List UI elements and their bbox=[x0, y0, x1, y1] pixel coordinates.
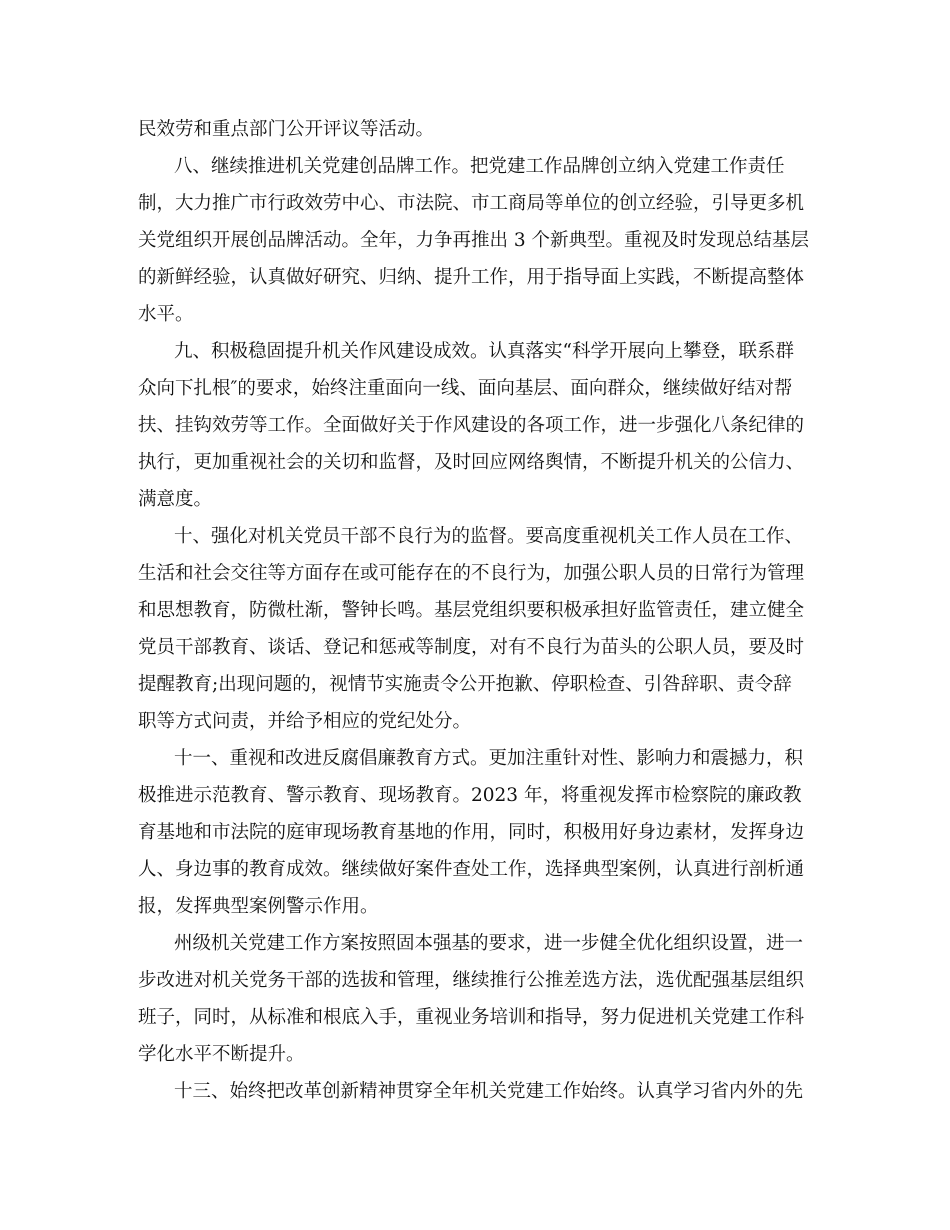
text-line: 步改进对机关党务干部的选拔和管理，继续推行公推差选方法，选优配强基层组织 bbox=[138, 970, 805, 991]
text-line: 州级机关党建工作方案按照固本强基的要求，进一步健全优化组织设置，进一 bbox=[174, 933, 804, 954]
text-line: 执行，更加重视社会的关切和监督，及时回应网络舆情，不断提升机关的公信力、 bbox=[138, 452, 805, 473]
text-line: 人、身边事的教育成效。继续做好案件查处工作，选择典型案例，认真进行剖析通 bbox=[138, 859, 805, 880]
text-line: 党员干部教育、谈话、登记和惩戒等制度，对有不良行为苗头的公职人员，要及时 bbox=[138, 637, 805, 658]
text-line: 民效劳和重点部门公开评议等活动。 bbox=[138, 119, 435, 140]
text-line: 报，发挥典型案例警示作用。 bbox=[138, 896, 379, 917]
text-line: 扶、挂钩效劳等工作。全面做好关于作风建设的各项工作，进一步强化八条纪律的 bbox=[138, 415, 805, 436]
text-line: 众向下扎根″的要求，始终注重面向一线、面向基层、面向群众，继续做好结对帮 bbox=[138, 378, 793, 399]
text-line: 十三、始终把改革创新精神贯穿全年机关党建工作始终。认真学习省内外的先 bbox=[174, 1081, 804, 1102]
text-line: 关党组织开展创品牌活动。全年，力争再推出 3 个新典型。重视及时发现总结基层 bbox=[138, 230, 810, 251]
text-line: 水平。 bbox=[138, 304, 194, 325]
text-line: 制，大力推广市行政效劳中心、市法院、市工商局等单位的创立经验，引导更多机 bbox=[138, 193, 805, 214]
text-line: 满意度。 bbox=[138, 489, 213, 510]
text-line: 十一、重视和改进反腐倡廉教育方式。更加注重针对性、影响力和震撼力，积 bbox=[174, 748, 804, 769]
text-line: 八、继续推进机关党建创品牌工作。把党建工作品牌创立纳入党建工作责任 bbox=[174, 156, 785, 177]
text-line: 九、积极稳固提升机关作风建设成效。认真落实“科学开展向上攀登，联系群 bbox=[174, 341, 794, 362]
text-line: 育基地和市法院的庭审现场教育基地的作用，同时，积极用好身边素材，发挥身边 bbox=[138, 822, 805, 843]
text-line: 提醒教育;出现问题的，视情节实施责令公开抱歉、停职检查、引咎辞职、责令辞 bbox=[138, 674, 792, 695]
text-line: 职等方式问责，并给予相应的党纪处分。 bbox=[138, 711, 472, 732]
text-line: 和思想教育，防微杜渐，警钟长鸣。基层党组织要积极承担好监管责任，建立健全 bbox=[138, 600, 805, 621]
text-line: 生活和社会交往等方面存在或可能存在的不良行为，加强公职人员的日常行为管理 bbox=[138, 563, 805, 584]
text-line: 学化水平不断提升。 bbox=[138, 1044, 305, 1065]
text-line: 极推进示范教育、警示教育、现场教育。2023 年，将重视发挥市检察院的廉政教 bbox=[138, 785, 802, 806]
text-line: 班子，同时，从标准和根底入手，重视业务培训和指导，努力促进机关党建工作科 bbox=[138, 1007, 805, 1028]
text-line: 十、强化对机关党员干部不良行为的监督。要高度重视机关工作人员在工作、 bbox=[174, 526, 804, 547]
text-line: 的新鲜经验，认真做好研究、归纳、提升工作，用于指导面上实践，不断提高整体 bbox=[138, 267, 805, 288]
